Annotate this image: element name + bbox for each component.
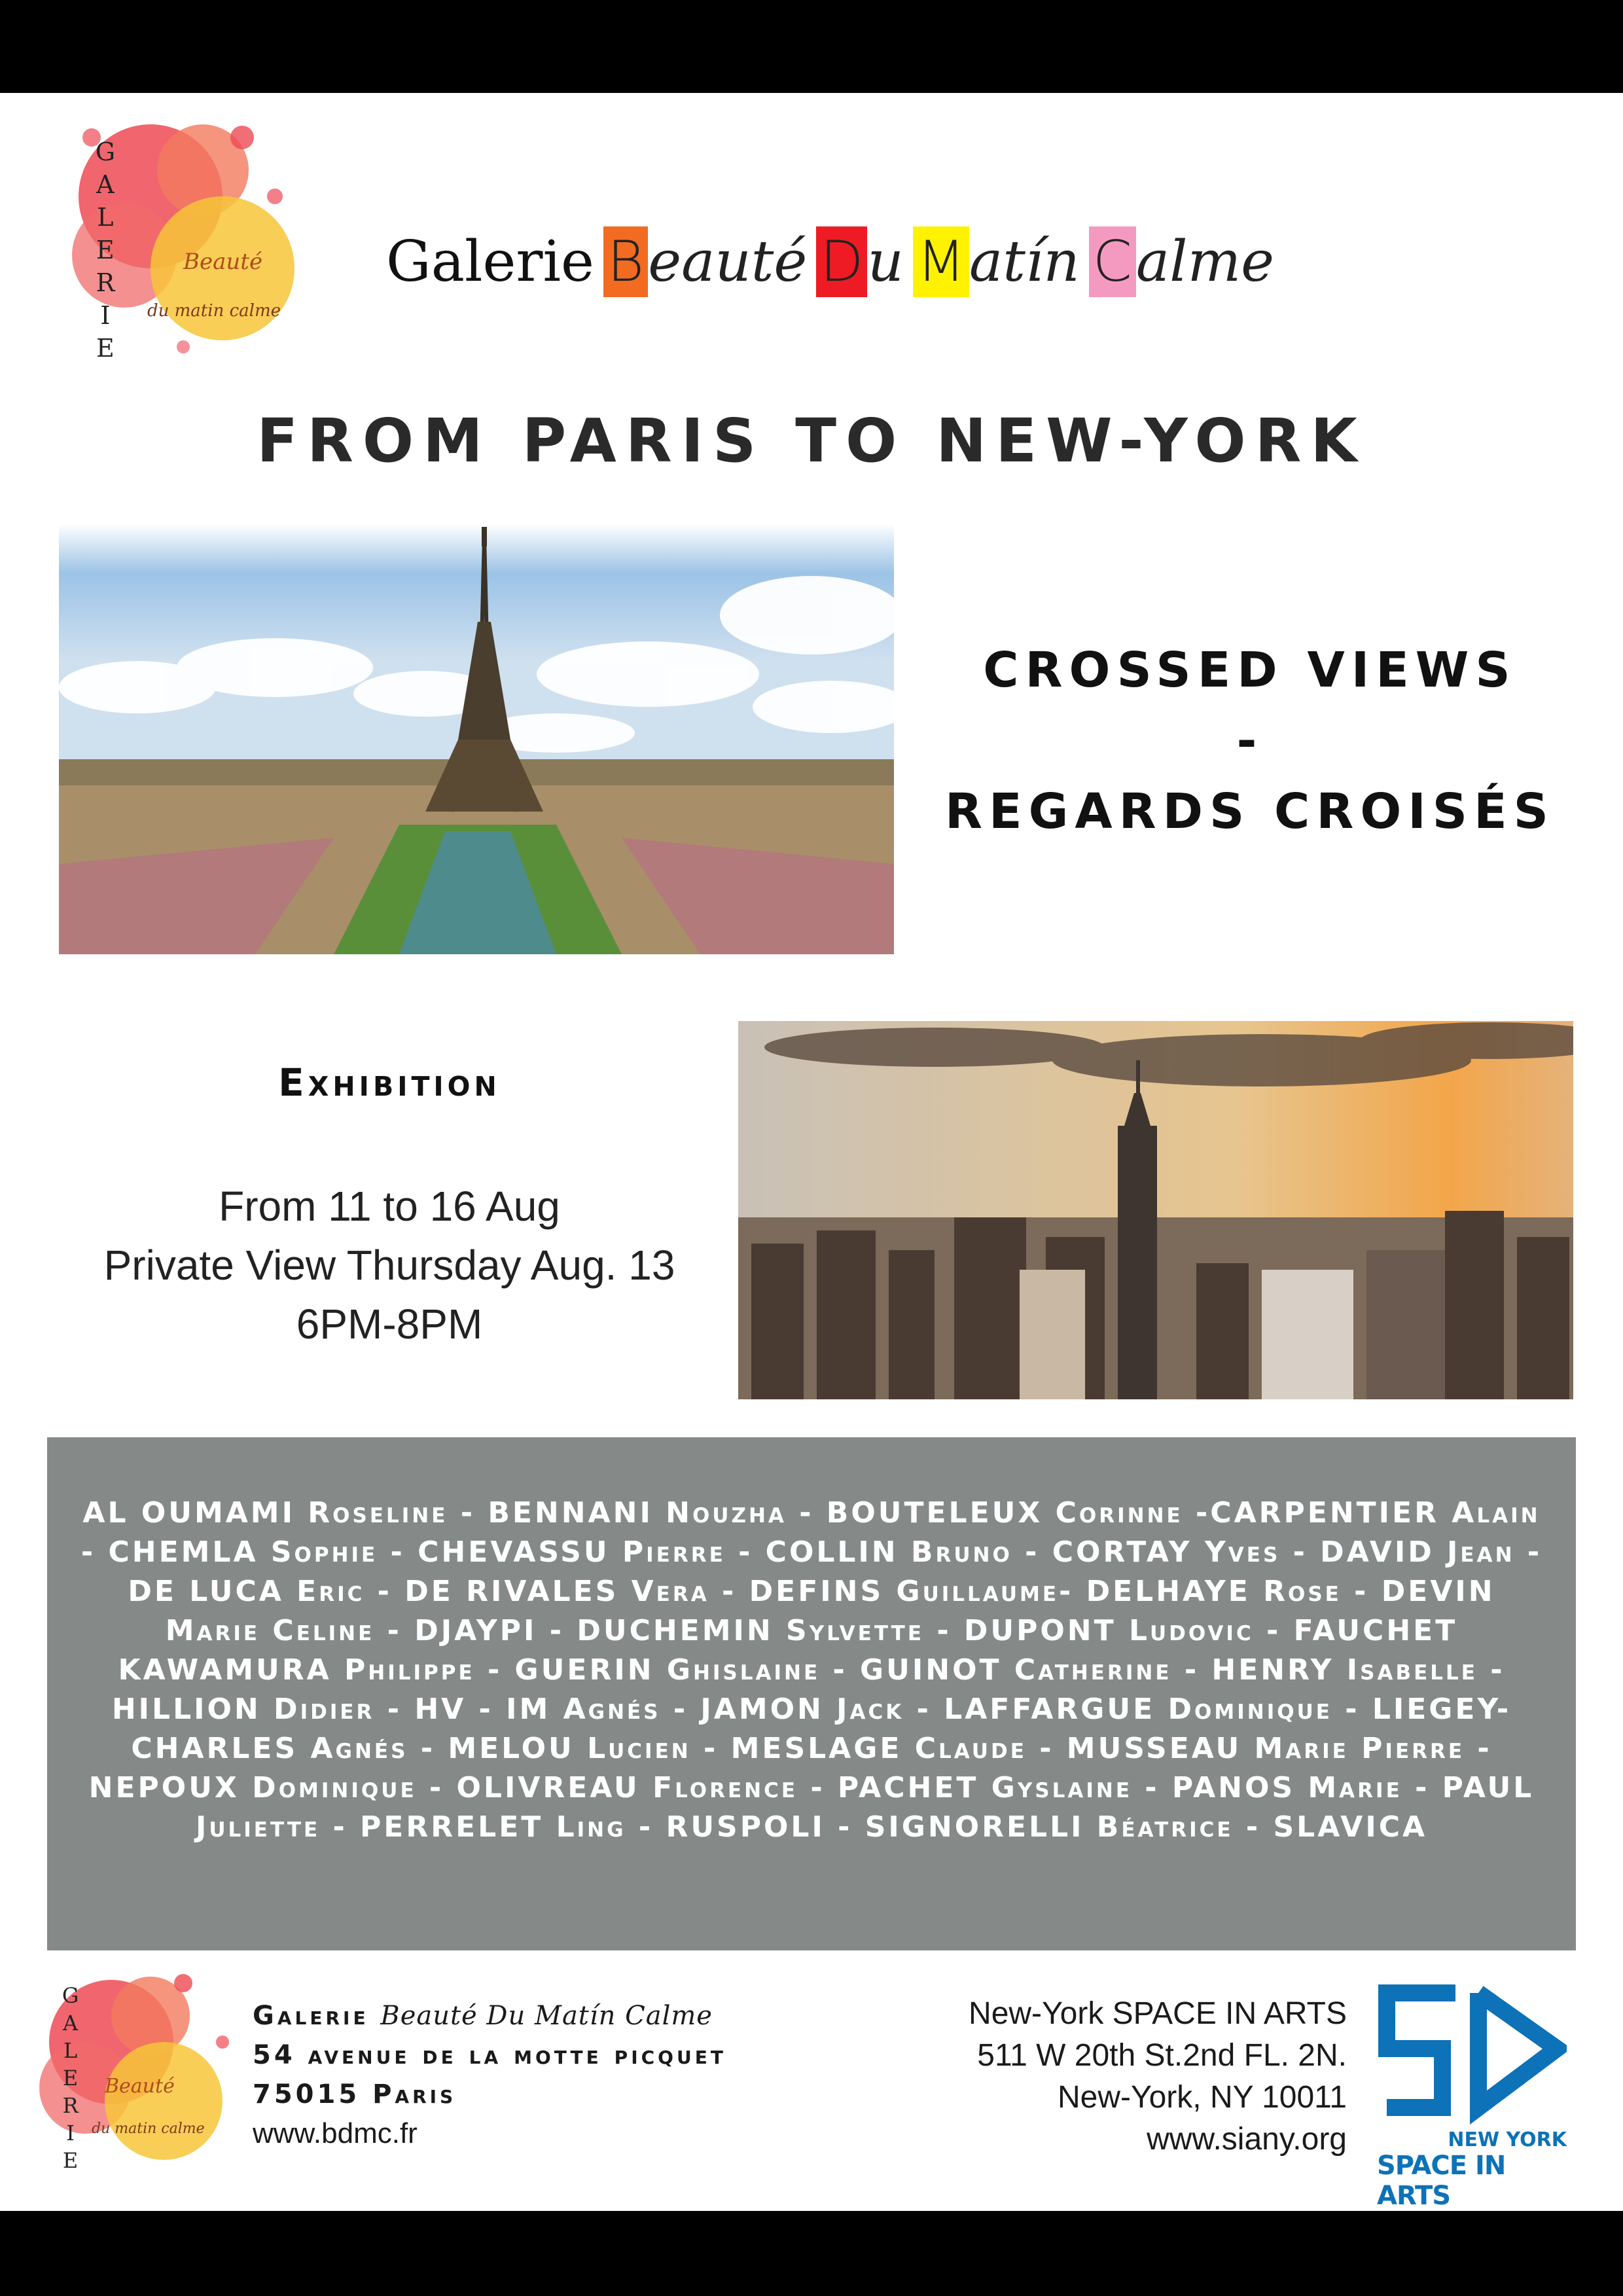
siany-website-link[interactable]: www.siany.org	[1147, 2122, 1347, 2157]
siany-city: New-York, NY 10011	[1057, 2080, 1347, 2115]
siany-logo-line1: NEW YORK	[1448, 2128, 1567, 2151]
exhibition-private-view: Private View Thursday Aug. 13	[103, 1242, 675, 1289]
crossed-line-2: -	[1236, 713, 1264, 769]
title-rest-2: u	[867, 229, 904, 295]
title-letter-4: C	[1089, 226, 1136, 297]
exhibition-title: Exhibition	[278, 1060, 501, 1105]
siany-street: 511 W 20th St.2nd FL. 2N.	[977, 2038, 1347, 2073]
galerie-logo-icon	[52, 98, 314, 367]
paris-eiffel-photo	[59, 524, 894, 954]
new-york-skyline-photo	[738, 1021, 1573, 1399]
main-title: FROM PARIS TO NEW-YORK	[257, 406, 1366, 476]
gallery-website-link[interactable]: www.bdmc.fr	[253, 2117, 418, 2149]
title-part-1	[603, 226, 807, 297]
siany-logo-icon	[1377, 1983, 1567, 2211]
siany-name: New-York SPACE IN ARTS	[969, 1996, 1347, 2031]
title-rest-4: alme	[1135, 229, 1275, 295]
title-part-3	[913, 226, 1080, 297]
crossed-line-1: CROSSED VIEWS	[983, 642, 1517, 698]
gallery-city: 75015 Paris	[253, 2079, 457, 2109]
title-letter-1: B	[603, 226, 648, 297]
title-part-4	[1089, 226, 1274, 297]
title-letter-3: M	[913, 226, 969, 297]
gallery-street: 54 avenue de la motte picquet	[253, 2040, 726, 2070]
gallery-word: Galerie	[386, 229, 594, 295]
artists-list: AL OUMAMI Roseline - BENNANI Nouzha - BOUTELEUX Corinne -CARPENTIER Alain - CHEMLA Sophie - CHEVASSU Pierre - COLLIN Bruno - CORTAY Yves - DAVID Jean - DE LUCA Eric - DE RIVALES Vera - DEFINS Guillaume- DELHAYE Rose - DEVIN Marie Celine - DJAYPI - DUCHEMIN Sylvette - DUPONT Ludovic - FAUCHET KAWAMURA Philippe - GUERIN Ghislaine - GUINOT Catherine - HENRY Isabelle - HILLION Didier - HV - IM Agnés - JAMON Jack - LAFFARGUE Dominique - LIEGEY-CHARLES Agnés - MELOU Lucien - MESLAGE Claude - MUSSEAU Marie Pierre - NEPOUX Dominique - OLIVREAU Florence - PACHET Gyslaine - PANOS Marie - PAUL Juliette - PERRELET Ling - RUSPOLI - SIGNORELLI Béatrice - SLAVICA	[80, 1496, 1543, 1844]
logo-vertical-word: GALERIE	[58, 1983, 83, 2176]
logo-script-line1: Beauté	[183, 249, 263, 275]
logo-script-line2: du matin calme	[92, 2121, 205, 2137]
top-black-bar	[0, 0, 1623, 93]
crossed-line-3: REGARDS CROISÉS	[945, 783, 1555, 840]
logo-script-line1: Beauté	[105, 2075, 175, 2098]
logo-vertical-word: GALERIE	[90, 137, 120, 367]
logo-script-line2: du matin calme	[147, 301, 281, 321]
title-rest-1: eauté	[648, 229, 808, 295]
exhibition-dates: From 11 to 16 Aug	[219, 1183, 560, 1230]
exhibition-block	[79, 1060, 700, 1354]
galerie-logo-icon	[26, 1957, 242, 2179]
siany-logo-line2: SPACE IN ARTS	[1377, 2151, 1506, 2211]
gallery-address	[253, 1996, 842, 2153]
gallery-address-name: Galerie Beauté Du Matín Calme	[253, 2001, 713, 2031]
title-letter-2: D	[816, 226, 867, 297]
crossed-views-heading	[897, 635, 1603, 847]
gallery-name-heading	[386, 216, 1283, 308]
title-rest-3: atín	[969, 229, 1080, 295]
exhibition-hours: 6PM-8PM	[296, 1300, 483, 1348]
title-part-2	[816, 226, 904, 297]
bottom-black-bar	[0, 2211, 1623, 2296]
siany-address	[877, 1993, 1347, 2161]
